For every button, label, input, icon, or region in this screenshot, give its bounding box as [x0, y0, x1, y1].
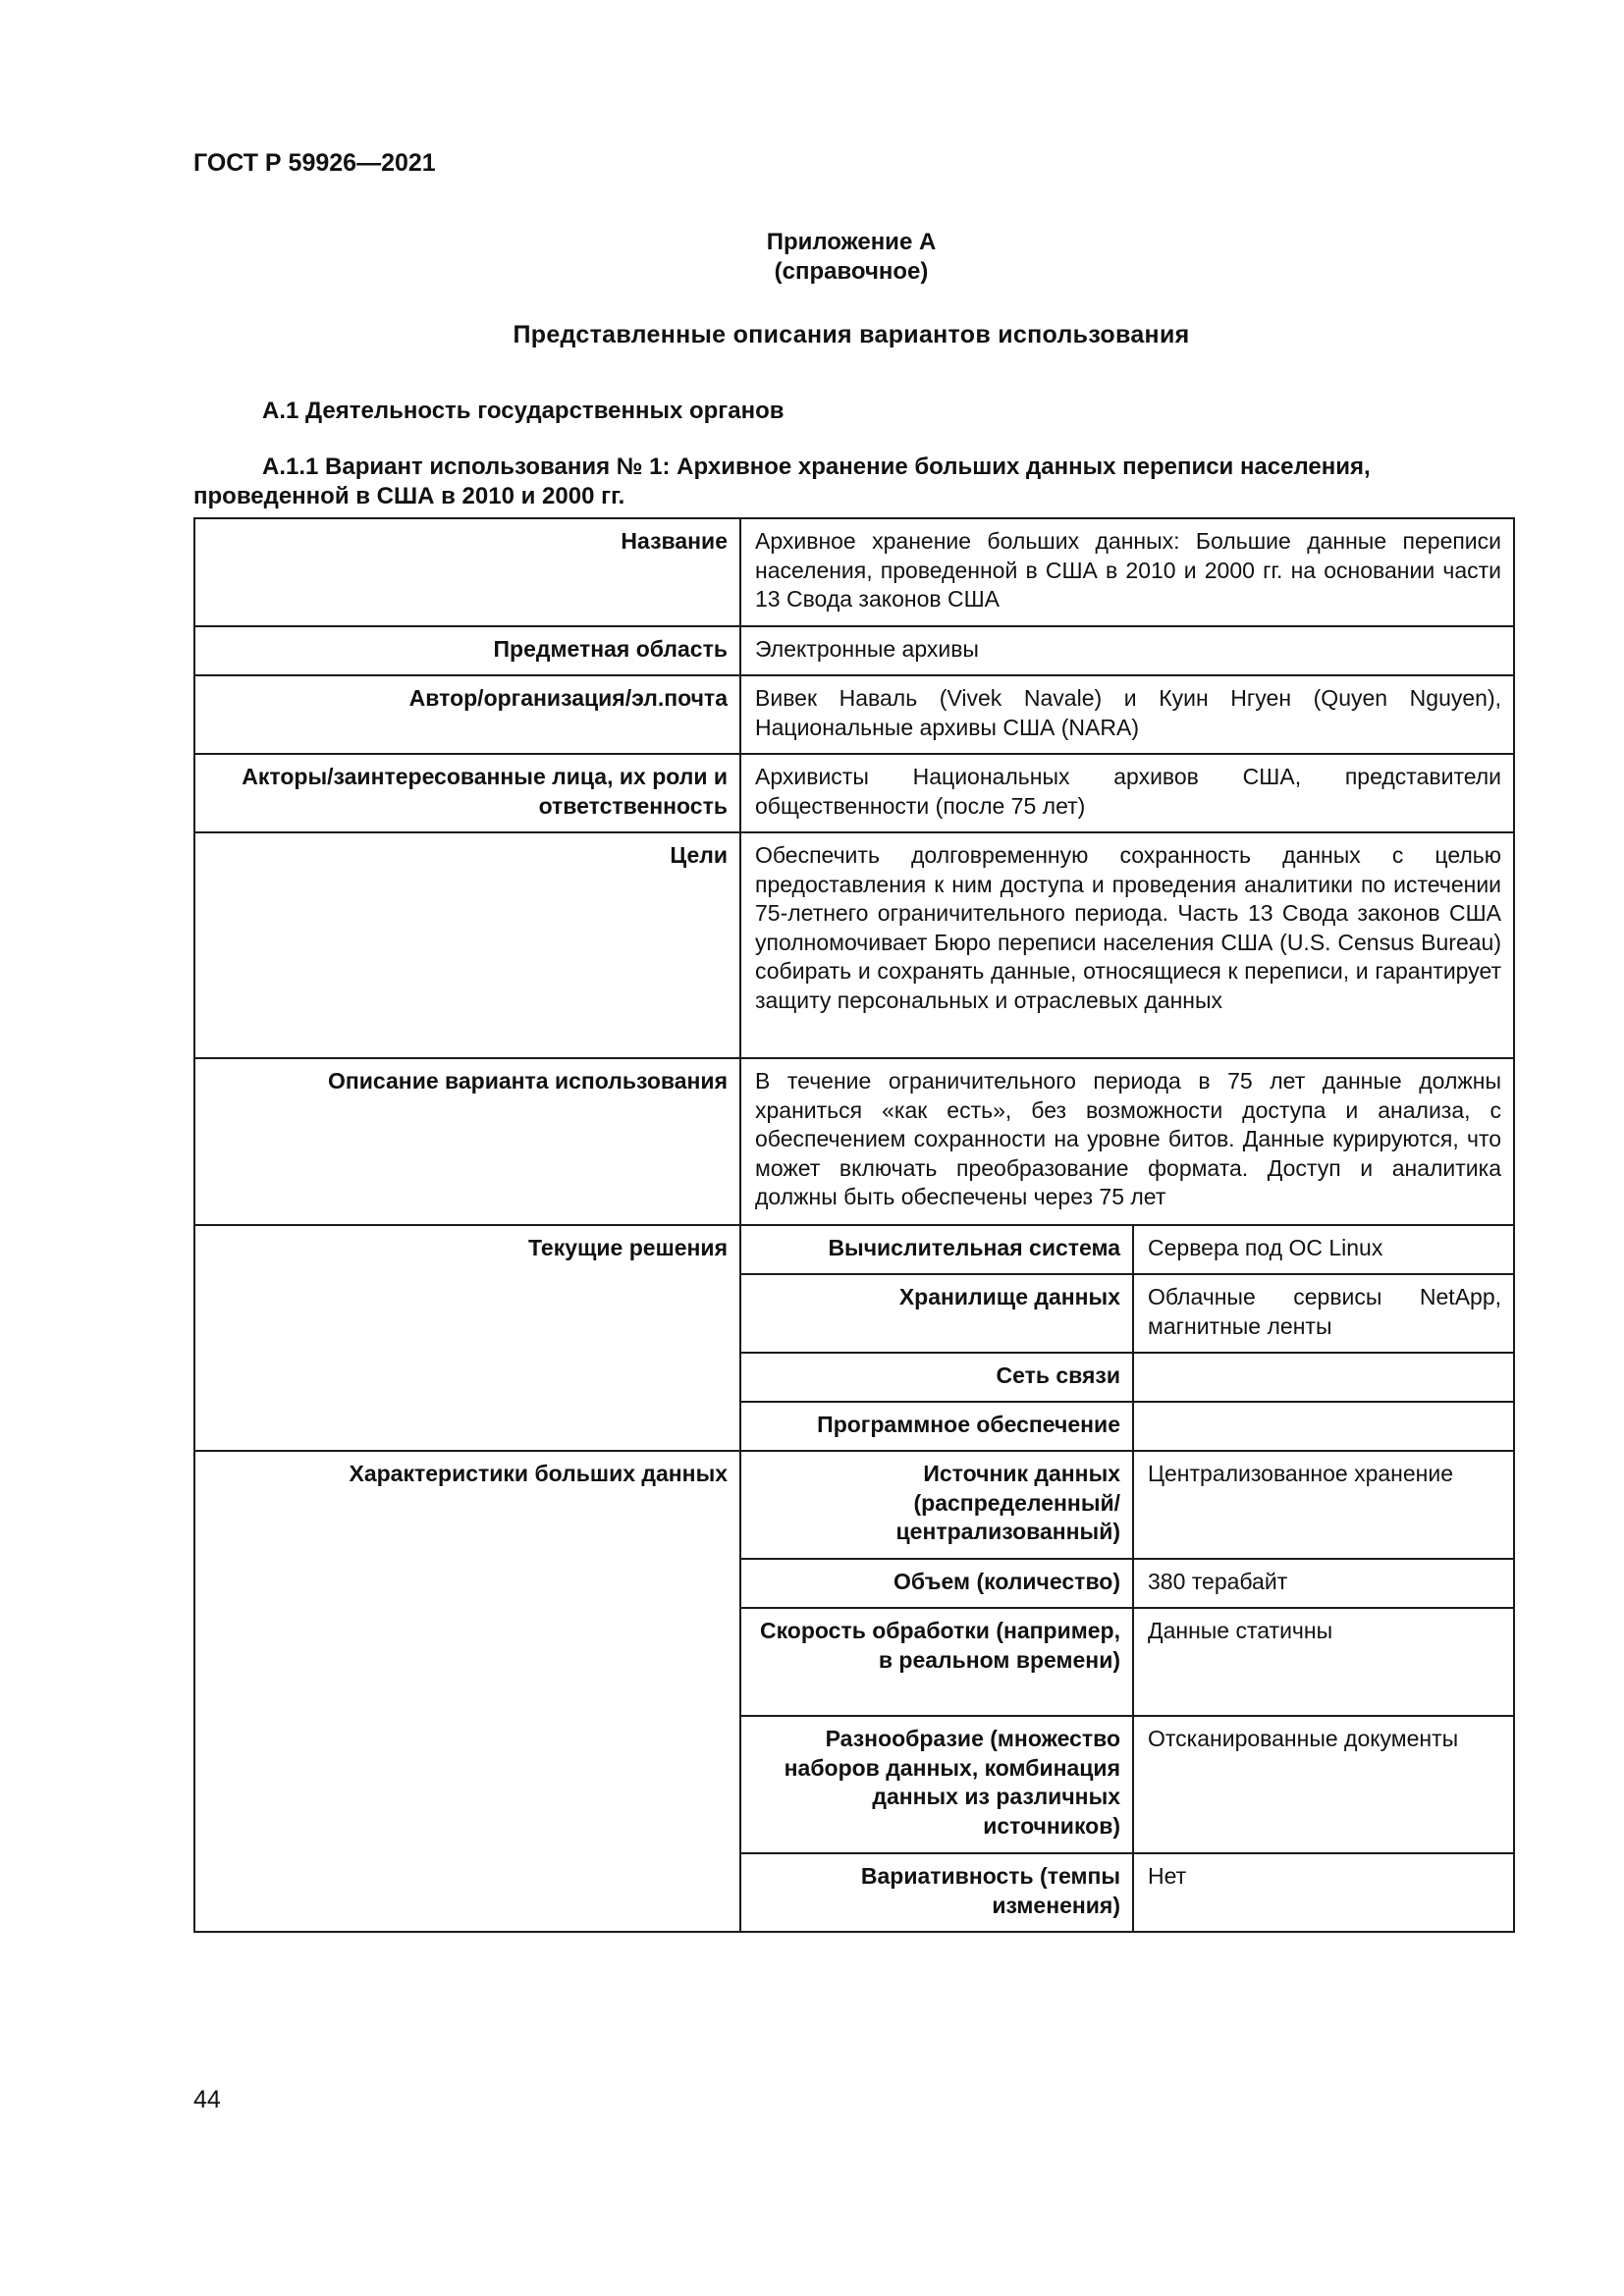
- sub-label-variability: Вариативность (темпы изменения): [740, 1853, 1133, 1932]
- row-value-actors: Архивисты Национальных архивов США, представители общественности (после 75 лет): [740, 754, 1514, 832]
- row-label-description: Описание варианта использования: [194, 1058, 740, 1225]
- sub-value-volume: 380 терабайт: [1133, 1559, 1514, 1608]
- table-row: [194, 518, 1514, 626]
- usecase-table: [193, 517, 1515, 1933]
- usecase-heading: А.1.1 Вариант использования № 1: Архивное хранение больших данных переписи населения, проведенной в США в 2010 и 2000 гг.: [193, 454, 1371, 509]
- sub-value-velocity: Данные статичны: [1133, 1608, 1514, 1716]
- table-row: [194, 754, 1514, 832]
- sub-value-compute: Сервера под ОС Linux: [1133, 1225, 1514, 1274]
- row-label-domain: Предметная область: [194, 626, 740, 675]
- page-header-standard: ГОСТ Р 59926—2021: [193, 149, 436, 177]
- sub-label-volume: Объем (количество): [740, 1559, 1133, 1608]
- row-value-description: В течение ограничительного периода в 75 лет данные должны храниться «как есть», без возможности доступа и анализа, с обеспечением сохранности на уровне битов. Данные курируются, что может включать преобразование формата. Доступ и аналитика должны быть обеспечены через 75 лет: [740, 1058, 1514, 1225]
- table-row: [194, 1225, 1514, 1274]
- sub-value-variability: Нет: [1133, 1853, 1514, 1932]
- sub-value-variety: Отсканированные документы: [1133, 1716, 1514, 1853]
- row-label-name: Название: [194, 518, 740, 626]
- sub-label-source: Источник данных (распределенный/ централизованный): [740, 1451, 1133, 1559]
- sub-value-storage: Облачные сервисы NetApp, магнитные ленты: [1133, 1274, 1514, 1353]
- appendix-title: Приложение А: [766, 229, 937, 255]
- page-number: 44: [193, 2086, 221, 2113]
- table-row: [194, 626, 1514, 675]
- row-label-goals: Цели: [194, 832, 740, 1058]
- sub-label-software: Программное обеспечение: [740, 1402, 1133, 1451]
- sub-value-network: [1133, 1353, 1514, 1402]
- section-title: Представленные описания вариантов использования: [513, 321, 1190, 348]
- sub-label-compute: Вычислительная система: [740, 1225, 1133, 1274]
- table-row: [194, 1058, 1514, 1225]
- row-value-goals: Обеспечить долговременную сохранность данных с целью предоставления к ним доступа и проведения аналитики по истечении 75-летнего ограничительного периода. Часть 13 Свода законов США уполномочивает Бюро переписи населения США (U.S. Census Bureau) собирать и сохранять данные, относящиеся к переписи, и гарантирует защиту персональных и отраслевых данных: [740, 832, 1514, 1058]
- row-value-name: Архивное хранение больших данных: Большие данные переписи населения, проведенной в США в 2010 и 2000 гг. на основании части 13 Свода законов США: [740, 518, 1514, 626]
- subsection-title: А.1 Деятельность государственных органов: [262, 398, 785, 424]
- row-label-actors: Акторы/заинтересованные лица, их роли и ответственность: [194, 754, 740, 832]
- row-value-author: Вивек Наваль (Vivek Navale) и Куин Нгуен (Quyen Nguyen), Национальные архивы США (NARA): [740, 675, 1514, 754]
- row-label-author: Автор/организация/эл.почта: [194, 675, 740, 754]
- sub-label-storage: Хранилище данных: [740, 1274, 1133, 1353]
- table-row: [194, 675, 1514, 754]
- row-label-big-data: Характеристики больших данных: [194, 1451, 740, 1932]
- sub-value-source: Централизованное хранение: [1133, 1451, 1514, 1559]
- sub-label-variety: Разнообразие (множество наборов данных, комбинация данных из различных источников): [740, 1716, 1133, 1853]
- sub-value-software: [1133, 1402, 1514, 1451]
- table-row: [194, 832, 1514, 1058]
- table-row: [194, 1451, 1514, 1559]
- row-label-current-solutions: Текущие решения: [194, 1225, 740, 1451]
- sub-label-velocity: Скорость обработки (например, в реальном времени): [740, 1608, 1133, 1716]
- row-value-domain: Электронные архивы: [740, 626, 1514, 675]
- sub-label-network: Сеть связи: [740, 1353, 1133, 1402]
- appendix-subtitle: (справочное): [774, 258, 929, 285]
